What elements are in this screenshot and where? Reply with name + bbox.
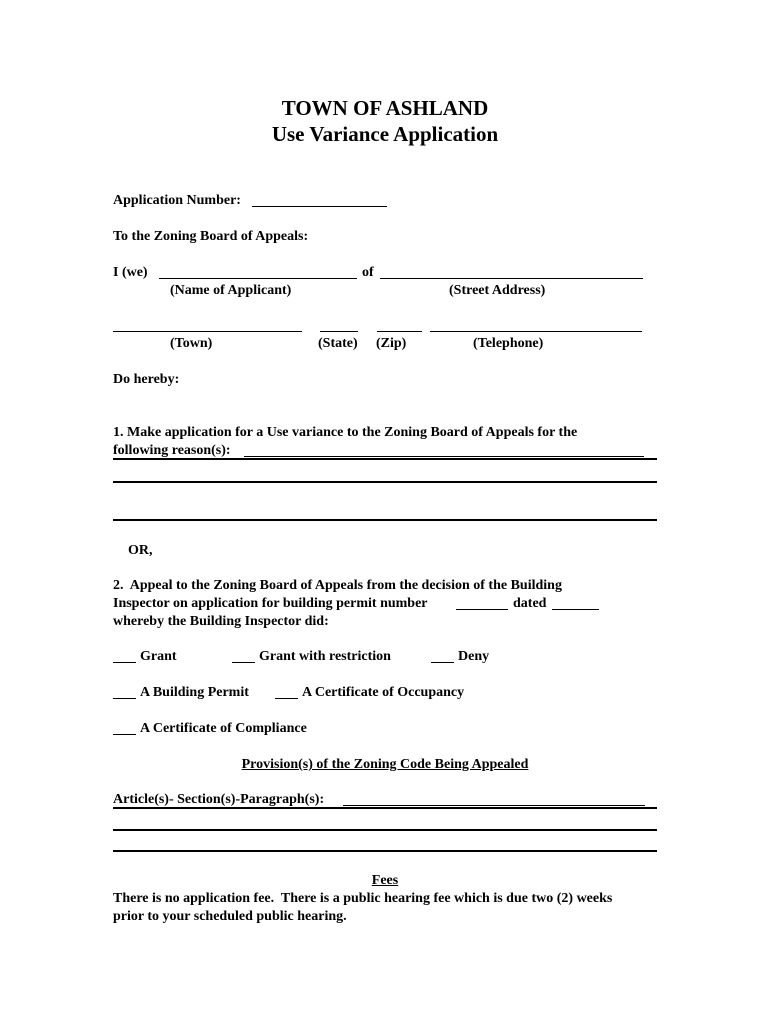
reason-rule-1[interactable] [113,458,657,460]
article-label: Article(s)- Section(s)-Paragraph(s): [113,792,325,807]
telephone-caption: (Telephone) [473,336,544,351]
zip-caption: (Zip) [376,336,407,351]
or-label: OR, [128,543,153,558]
street-address-field[interactable] [380,278,643,279]
fees-line-1: There is no application fee. There is a public hearing fee which is due two (2) weeks [113,891,613,906]
zip-field[interactable] [377,331,422,332]
page-subtitle: Use Variance Application [271,122,499,146]
state-caption: (State) [318,336,358,351]
town-field[interactable] [113,331,302,332]
i-we-label: I (we) [113,265,148,280]
reason-rule-3[interactable] [113,519,657,521]
deny-checkbox[interactable] [431,662,454,663]
certificate-occupancy-label: A Certificate of Occupancy [302,685,465,700]
state-field[interactable] [320,331,358,332]
article-rule-3[interactable] [113,850,657,852]
item2-line1: 2. Appeal to the Zoning Board of Appeals from the decision of the Building [113,578,562,593]
of-label: of [362,265,374,280]
addressee-line: To the Zoning Board of Appeals: [113,229,309,244]
article-rule-2[interactable] [113,829,657,831]
item1-line2: following reason(s): [113,443,231,458]
page-title: TOWN OF ASHLAND [281,96,489,120]
name-caption: (Name of Applicant) [170,283,292,298]
article-rule-1[interactable] [113,807,657,809]
certificate-compliance-checkbox[interactable] [113,734,136,735]
application-number-field[interactable] [252,206,387,207]
town-caption: (Town) [170,336,213,351]
fees-heading: Fees [371,873,399,888]
provisions-heading: Provision(s) of the Zoning Code Being Appealed [241,757,529,772]
item2-line2-permit: Inspector on application for building permit number [113,596,428,611]
permit-date-field[interactable] [552,609,599,610]
reason-field[interactable] [244,456,644,457]
building-permit-label: A Building Permit [140,685,249,700]
fees-line-2: prior to your scheduled public hearing. [113,909,347,924]
permit-number-field[interactable] [456,609,508,610]
grant-checkbox[interactable] [113,662,136,663]
grant-with-restriction-label: Grant with restriction [259,649,391,664]
reason-rule-2[interactable] [113,481,657,483]
do-hereby: Do hereby: [113,372,180,387]
article-field[interactable] [343,805,645,806]
item2-line2-dated: dated [513,596,547,611]
certificate-occupancy-checkbox[interactable] [275,698,298,699]
building-permit-checkbox[interactable] [113,698,136,699]
applicant-name-field[interactable] [159,278,357,279]
deny-label: Deny [458,649,490,664]
item2-line3: whereby the Building Inspector did: [113,614,329,629]
street-caption: (Street Address) [449,283,546,298]
grant-label: Grant [140,649,177,664]
grant-with-restriction-checkbox[interactable] [232,662,255,663]
application-number-label: Application Number: [113,193,241,208]
telephone-field[interactable] [430,331,642,332]
item1-line1: 1. Make application for a Use variance to the Zoning Board of Appeals for the [113,425,578,440]
certificate-compliance-label: A Certificate of Compliance [140,721,307,736]
